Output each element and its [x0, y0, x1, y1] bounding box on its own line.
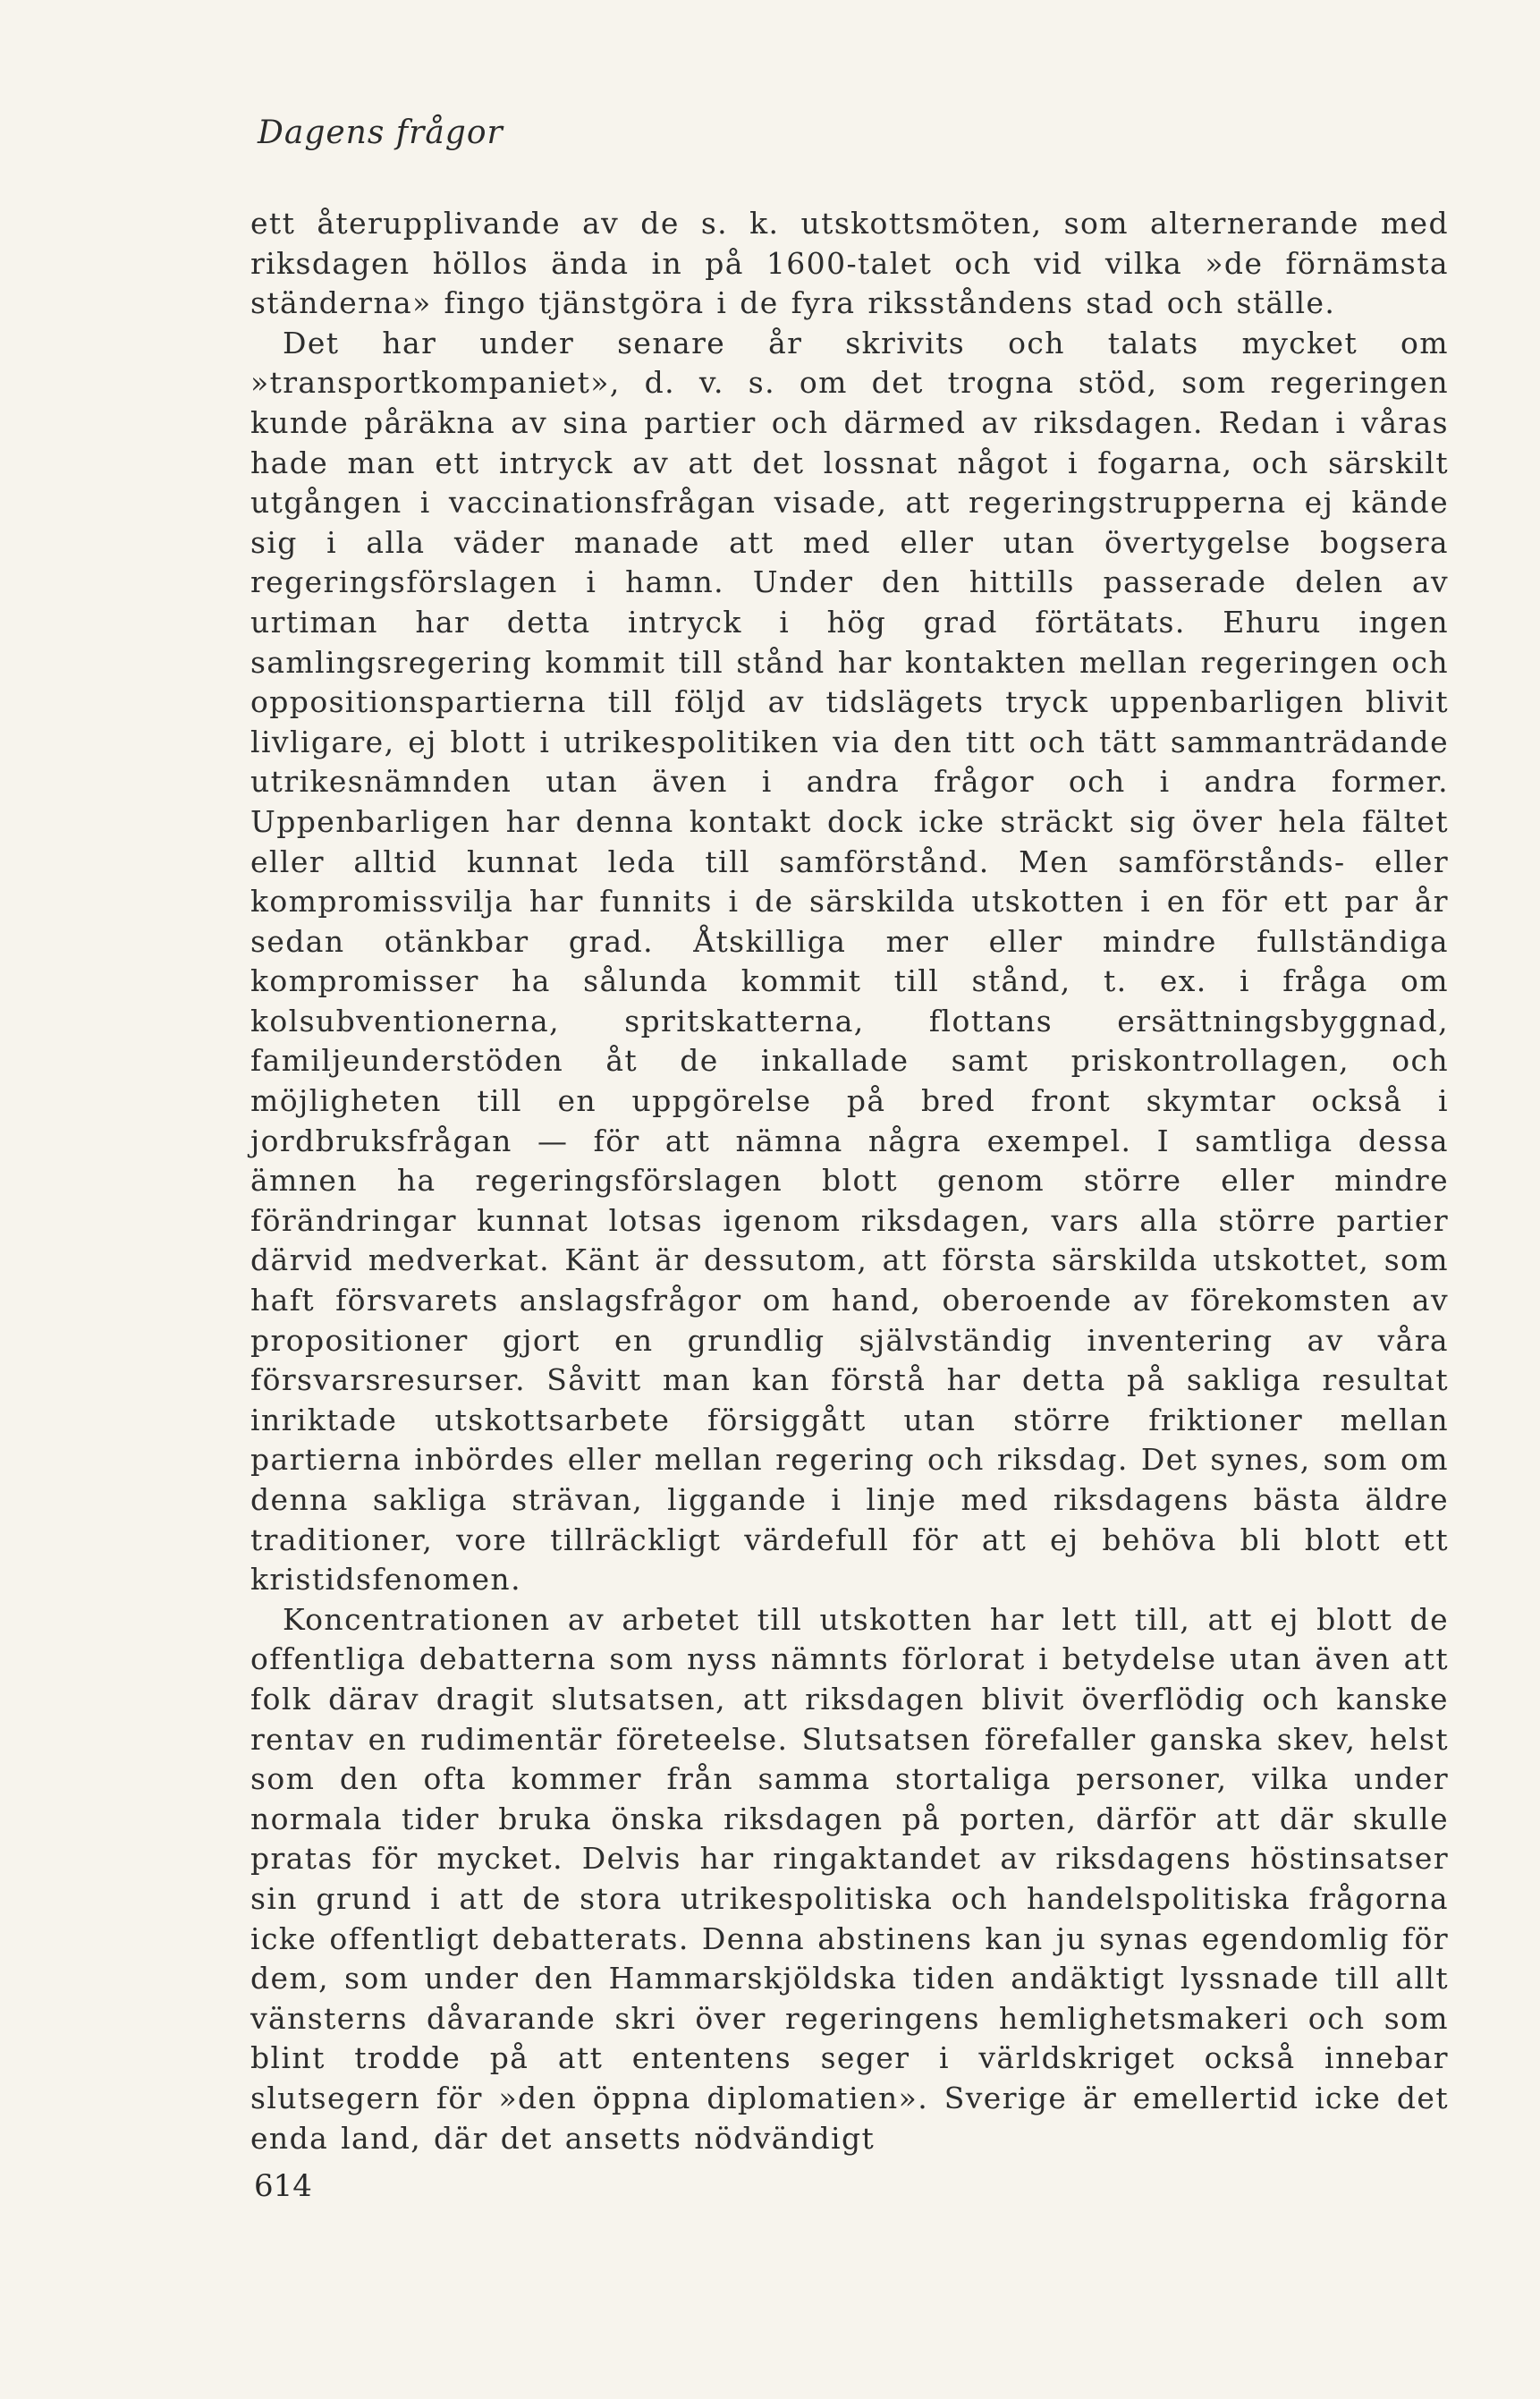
paragraph-transportkompaniet: Det har under senare år skrivits och talats mycket om »transportkompaniet», d. v. s. om det trogna stöd, som regeringen kunde påräkna av sina partier och därmed av riksdagen. Redan i våras hade man ett intryck av att det lossnat något i fogarna, och särskilt utgången i vaccinationsfrågan visade, att regeringstrupperna ej kände sig i alla väder manade att med eller utan övertygelse bogsera regeringsförslagen i hamn. Under den hittills passerade delen av urtiman har detta intryck i hög grad förtätats. Ehuru ingen samlingsregering kommit till stånd har kontakten mellan regeringen och oppositionspartierna till följd av tidslägets tryck uppenbarligen blivit livligare, ej blott i utrikespolitiken via den titt och tätt sammanträdande utrikesnämnden utan även i andra frågor och i andra former. Uppenbarligen har denna kontakt dock icke sträckt sig över hela fältet eller alltid kunnat leda till samförstånd. Men samförstånds- eller kompromissvilja har funnits i de särskilda utskotten i en för ett par år sedan otänkbar grad. Åtskilliga mer eller mindre fullständiga kompromisser ha sålunda kommit till stånd, t. ex. i fråga om kolsubventionerna, spritskatterna, flottans ersättningsbyggnad, familjeunderstöden åt de inkallade samt priskontrollagen, och möjligheten till en uppgörelse på bred front skymtar också i jordbruksfrågan — för att nämna några exempel. I samtliga dessa ämnen ha regeringsförslagen blott genom större eller mindre förändringar kunnat lotsas igenom riksdagen, vars alla större partier därvid medverkat. Känt är dessutom, att första särskilda utskottet, som haft försvarets anslagsfrågor om hand, oberoende av förekomsten av propositioner gjort en grundlig självständig inventering av våra försvarsresurser. Såvitt man kan förstå har detta på sakliga resultat inriktade utskottsarbete försiggått utan större friktioner mellan partierna inbördes eller mellan regering och riksdag. Det synes, som om denna sakliga strävan, liggande i linje med riksdagens bästa äldre traditioner, vore tillräckligt värdefull för att ej behöva bli blott ett kristidsfenomen.	[250, 325, 1449, 1598]
body-text	[250, 204, 1449, 2158]
running-head-title: Dagens frågor	[258, 114, 503, 151]
page-number: 614	[254, 2168, 312, 2204]
paragraph-koncentrationen: Koncentrationen av arbetet till utskotten har lett till, att ej blott de offentliga debatterna som nyss nämnts förlorat i betydelse utan även att folk därav dragit slutsatsen, att riksdagen blivit överflödig och kanske rentav en rudimentär företeelse. Slutsatsen förefaller ganska skev, helst som den ofta kommer från samma stortaliga personer, vilka under normala tider bruka önska riksdagen på porten, därför att där skulle pratas för mycket. Delvis har ringaktandet av riksdagens höstinsatser sin grund i att de stora utrikespolitiska och handelspolitiska frågorna icke offentligt debatterats. Denna abstinens kan ju synas egendomlig för dem, som under den Hammarskjöldska tiden andäktigt lyssnade till allt vänsterns dåvarande skri över regeringens hemlighetsmakeri och som blint trodde på att ententens seger i världskriget också innebar slutsegern för »den öppna diplomatien». Sverige är emellertid icke det enda land, där det ansetts nödvändigt	[250, 1601, 1449, 2156]
paragraph-continued: ett återupplivande av de s. k. utskottsmöten, som alternerande med riksdagen höllos ända in på 1600-talet och vid vilka »de förnämsta ständerna» fingo tjänstgöra i de fyra riksståndens stad och ställe.	[250, 206, 1449, 321]
